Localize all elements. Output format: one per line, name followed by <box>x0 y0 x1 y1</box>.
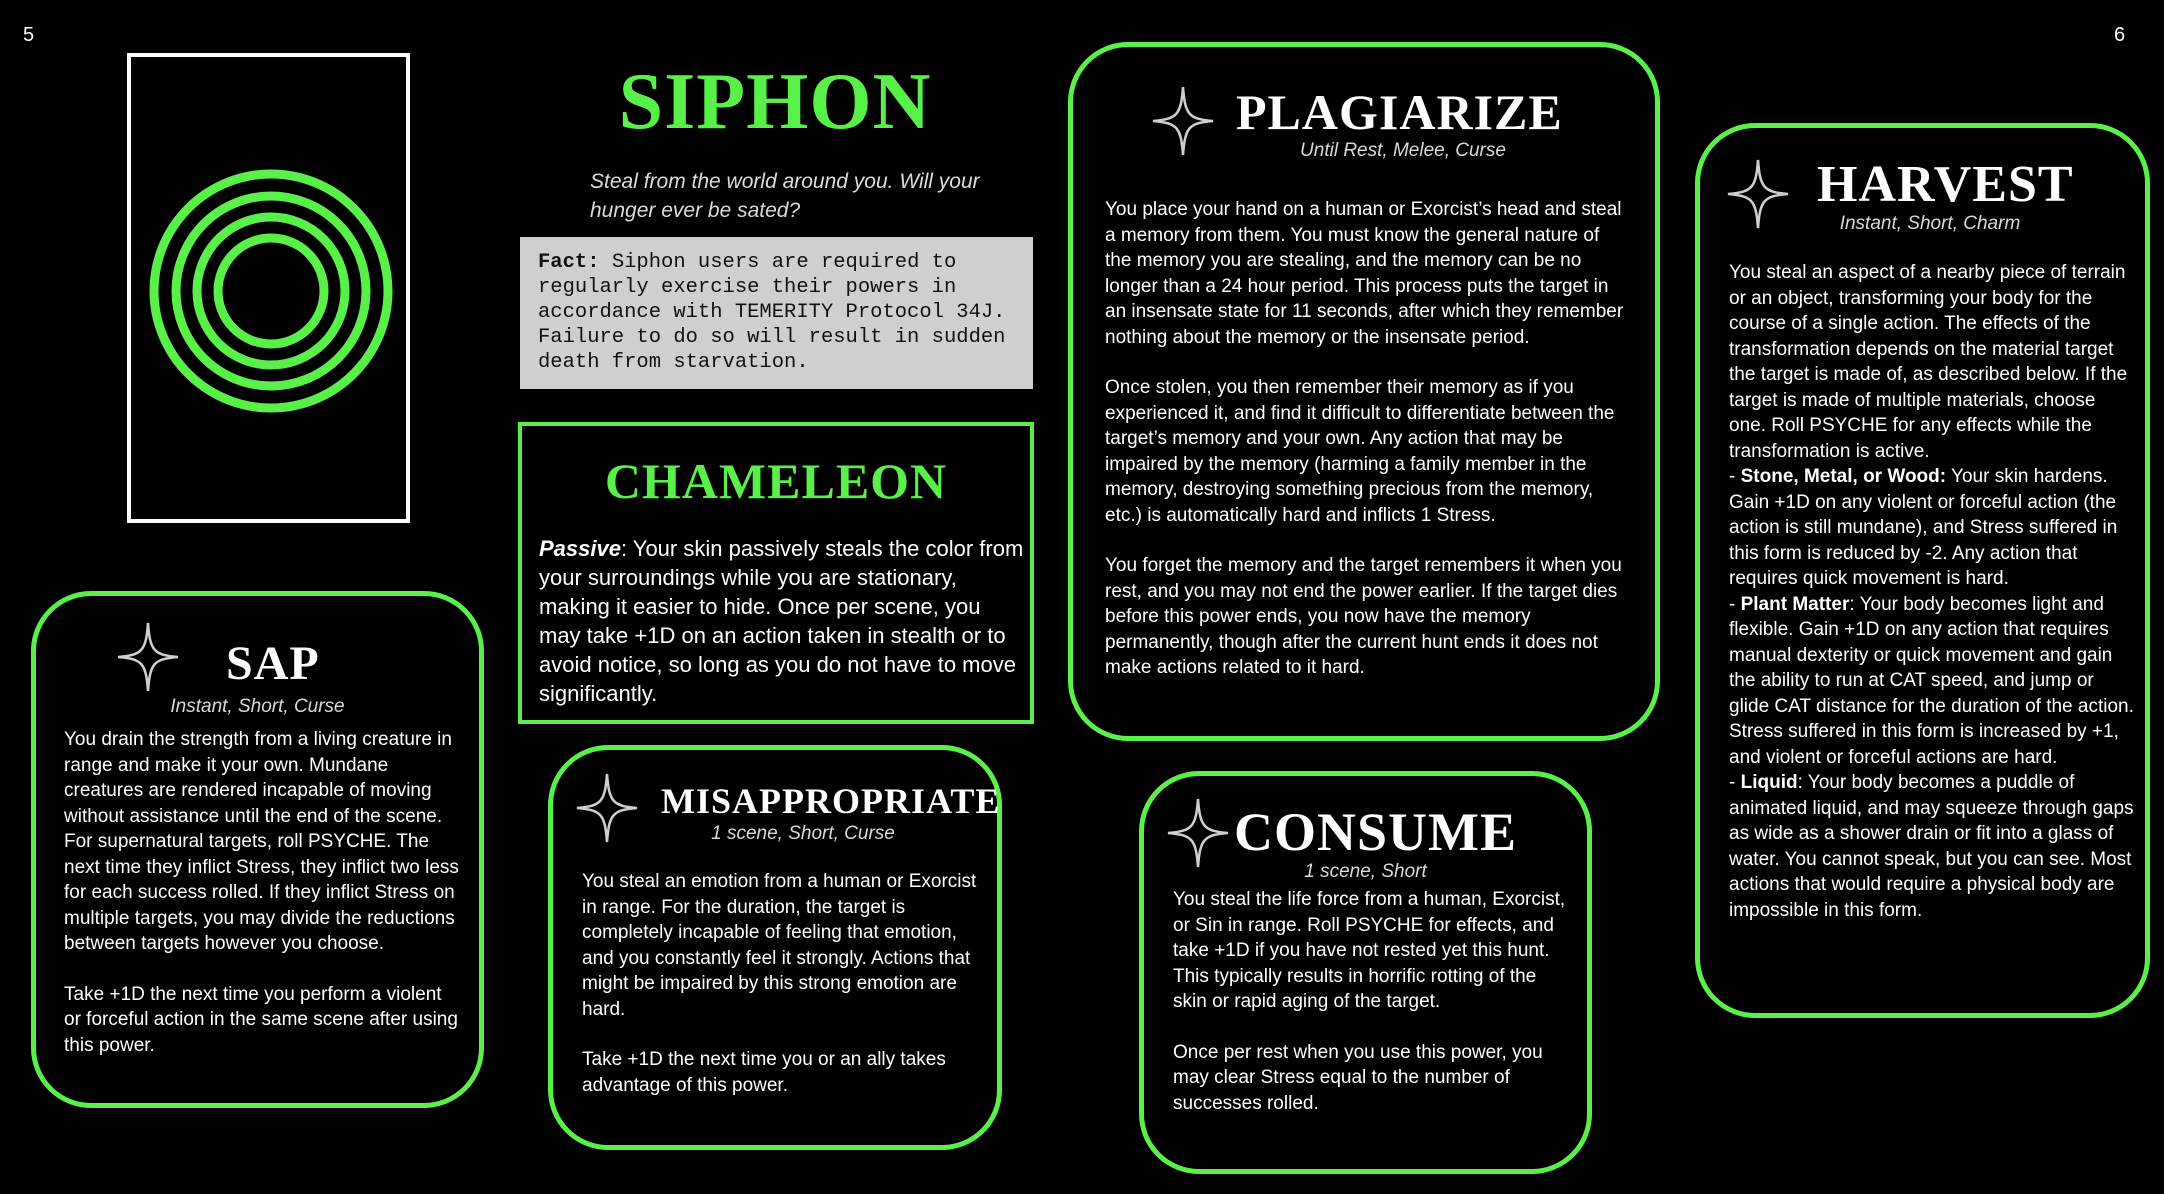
sap-body <box>64 727 459 1058</box>
emblem-frame <box>127 53 410 523</box>
harvest-tags: Instant, Short, Charm <box>1839 213 2021 234</box>
misappropriate-body <box>582 869 977 1098</box>
fact-label: Fact: <box>538 251 600 274</box>
consume-tags: 1 scene, Short <box>1304 861 1427 882</box>
harvest-title: HARVEST <box>1817 156 2074 213</box>
sap-tags: Instant, Short, Curse <box>170 696 345 717</box>
harvest-option: - Stone, Metal, or Wood: Your skin hardens. Gain +1D on any violent or forceful action (the action is still mundane), and Stress suffered in this form is reduced by -2. Any action that requires quick movement is hard. <box>1729 466 2118 589</box>
plagiarize-paragraph: You forget the memory and the target remembers it when you rest, and you may not end the power earlier. If the target dies before this power ends, you now have the memory permanently, though after the current hunt ends it does not make actions related to it hard. <box>1105 555 1622 678</box>
misappropriate-paragraph: You steal an emotion from a human or Exorcist in range. For the duration, the target is completely incapable of feeling that emotion, and you constantly feel it strongly. Actions that might be impaired by this strong emotion are hard. <box>582 871 977 1020</box>
sap-paragraph: Take +1D the next time you perform a violent or forceful action in the same scene after using this power. <box>64 983 458 1056</box>
harvest-option-label: Liquid <box>1740 772 1798 793</box>
chameleon-description: : Your skin passively steals the color from your surroundings while you are stationary, making it easier to hide. Once per scene, you may take +1D on an action taken in stealth or to avoid notice, so long as you do not have to move significantly. <box>539 536 1024 706</box>
plagiarize-paragraph: You place your hand on a human or Exorcist’s head and steal a memory from them. You must know the general nature of the memory you are stealing, and the memory can be no longer than a 24 hour period. This process puts the target in an insensate state for 11 seconds, after which they remember nothing about the memory or the insensate period. <box>1105 199 1624 348</box>
sap-title: SAP <box>226 637 320 690</box>
four-point-star-icon <box>116 621 180 693</box>
consume-paragraph: You steal the life force from a human, Exorcist, or Sin in range. Roll PSYCHE for effects, and take +1D if you have not rested yet this hunt. This typically results in horrific rotting of the skin or rapid aging of the target. <box>1173 889 1566 1012</box>
chameleon-text <box>539 534 1024 708</box>
consume-card <box>1139 771 1592 1174</box>
page-number-left: 5 <box>23 24 35 46</box>
plagiarize-paragraph: Once stolen, you then remember their memory as if you experienced it, and find it difficult to differentiate between the target’s memory and your own. Any action that may be impaired by the memory (harming a family member in the memory, destroying something precious from the memory, etc.) is automatically hard and inflicts 1 Stress. <box>1105 377 1615 526</box>
sap-paragraph: You drain the strength from a living creature in range and make it your own. Mundane creatures are rendered incapable of moving without assistance until the end of the scene. For supernatural targets, roll PSYCHE. The next time they inflict Stress, they inflict two less for each success rolled. If they inflict Stress on multiple targets, you may divide the reductions between targets however you choose. <box>64 729 459 954</box>
harvest-option-label: Stone, Metal, or Wood: <box>1740 466 1947 487</box>
fact-text: Siphon users are required to regularly exercise their powers in accordance with TEMERITY Protocol 34J. Failure to do so will result in sudden death from starvation. <box>538 251 1006 374</box>
four-point-star-icon <box>1166 797 1230 869</box>
harvest-option-text: : Your body becomes a puddle of animated liquid, and may squeeze through gaps as wide as a shower drain or fit into a glass of water. You cannot speak, but you can see. Most actions that would require a physical body are impossible in this form. <box>1729 772 2134 921</box>
plagiarize-body <box>1105 197 1630 681</box>
misappropriate-card <box>548 745 1002 1150</box>
siphon-tagline: Steal from the world around you. Will your hunger ever be sated? <box>590 170 980 222</box>
consume-title: CONSUME <box>1234 802 1518 862</box>
fact-box <box>520 237 1033 389</box>
plagiarize-title: PLAGIARIZE <box>1236 84 1563 140</box>
siphon-title: SIPHON <box>618 58 932 146</box>
harvest-option: - Liquid: Your body becomes a puddle of animated liquid, and may squeeze through gaps as wide as a shower drain or fit into a glass of water. You cannot speak, but you can see. Most actions that would require a physical body are impossible in this form. <box>1729 772 2134 921</box>
plagiarize-card <box>1068 42 1660 741</box>
misappropriate-paragraph: Take +1D the next time you or an ally takes advantage of this power. <box>582 1049 946 1096</box>
chameleon-title: CHAMELEON <box>604 453 948 509</box>
passive-label: Passive <box>539 536 621 561</box>
harvest-option-label: Plant Matter <box>1740 593 1850 615</box>
harvest-body <box>1729 260 2134 923</box>
consume-body <box>1173 887 1573 1116</box>
harvest-option-text: Your skin hardens. Gain +1D on any violent or forceful action (the action is still mundane), and Stress suffered in this form is reduced by -2. Any action that requires quick movement is hard. <box>1729 466 2118 589</box>
harvest-option: - Plant Matter: Your body becomes light and flexible. Gain +1D on any action that requires manual dexterity or quick movement and gain the ability to run at CAT speed, and jump or glide CAT distance for the duration of the action. Stress suffered in this form is increased by +1, and violent or forceful actions are hard. <box>1729 593 2134 768</box>
consume-paragraph: Once per rest when you use this power, you may clear Stress equal to the number of successes rolled. <box>1173 1041 1543 1114</box>
harvest-option-text: : Your body becomes light and flexible. Gain +1D on any action that requires manual dexterity or quick movement and gain the ability to run at CAT speed, and jump or glide CAT distance for the duration of the action. Stress suffered in this form is increased by +1, and violent or forceful actions are hard. <box>1729 593 2134 768</box>
chameleon-box <box>518 422 1034 724</box>
misappropriate-title: MISAPPROPRIATE <box>661 781 1001 821</box>
page-number-right: 6 <box>2114 24 2126 46</box>
concentric-rings-icon <box>131 57 406 519</box>
harvest-intro: You steal an aspect of a nearby piece of terrain or an object, transforming your body for the course of a single action. The effects of the transformation depends on the material target the target is made of, as described below. If the target is made of multiple materials, choose one. Roll PSYCHE for any effects while the transformation is active. <box>1729 262 2128 462</box>
sap-card <box>31 591 484 1108</box>
plagiarize-tags: Until Rest, Melee, Curse <box>1300 140 1506 161</box>
four-point-star-icon <box>1151 85 1215 157</box>
harvest-card <box>1695 123 2150 1018</box>
misappropriate-tags: 1 scene, Short, Curse <box>711 823 895 844</box>
